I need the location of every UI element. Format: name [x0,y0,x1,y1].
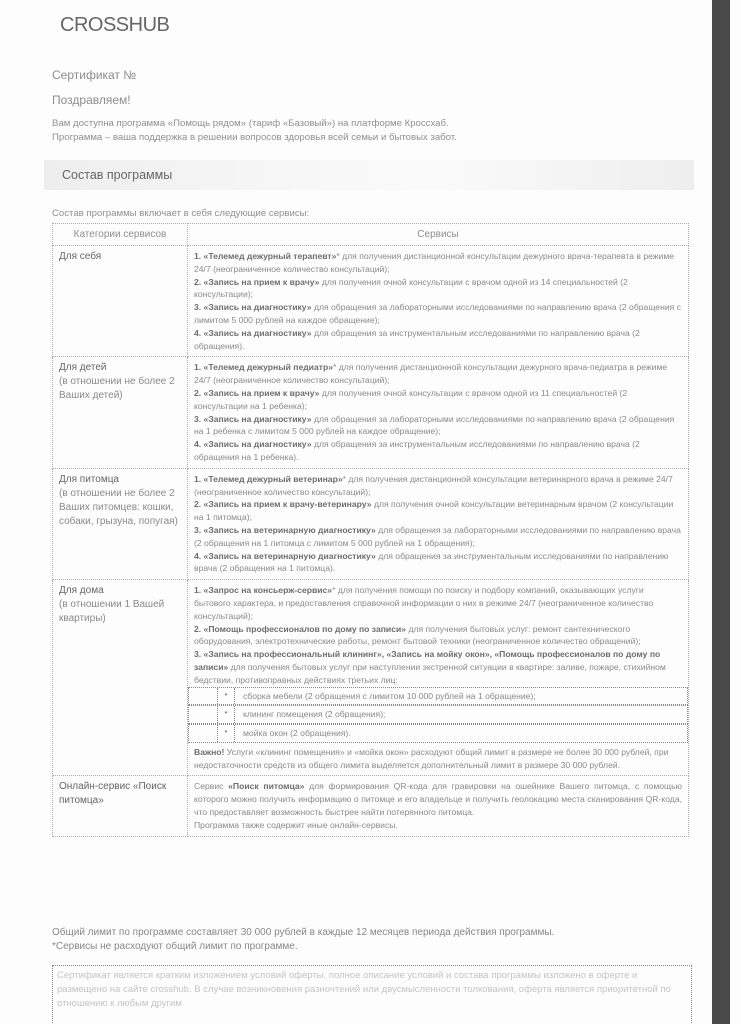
bullet-text: мойка окон (2 обращения). [243,728,351,739]
service-item [194,498,682,524]
services-table [52,223,689,837]
service-item [194,623,682,649]
intro-line: Вам доступна программа «Помощь рядом» (тариф «Базовый») на платформе Кроссхаб. [52,118,449,129]
greeting: Поздравляем! [52,93,131,107]
service-item [194,250,682,276]
service-name: 2. «Запись на прием к врачу-ветеринару» [194,499,372,510]
bullet-icon: • [217,725,235,742]
services-cell [188,246,689,357]
bullet-icon: • [217,706,235,723]
crosshub-logo: CROSSHUB [60,14,170,36]
service-desc: для получения бытовых услуг: ремонт сантехнического оборудования, электротехнические работы, ремонт бытовой техники (неограниченное количество обращений); [194,623,641,647]
service-desc: для получения бытовых услуг при наступлении экстренной ситуации в квартире: заливе, пожаре, стихийном бедствии, противоправных действиях третьих лиц: [194,661,666,685]
service-name: 3. «Запись на ветеринарную диагностику» [194,524,376,535]
service-name: 2. «Запись на прием к врачу» [194,387,320,398]
service-desc: для обращения за лабораторными исследованиями по направлению врача (2 обращения на 1 ребенка с лимитом 5 000 рублей на каждое обращение); [194,413,675,437]
table-row [53,468,689,579]
service-item [194,276,682,302]
note-label: Важно! [194,746,225,757]
service-name: 4. «Запись на диагностику» [194,327,312,338]
service-item [194,413,682,439]
service-desc: * для получения помощи по поиску и подбору компаний, оказывающих услуги бытового характера, и предоставления справочной информации о них в режиме 24/7 (неограниченное количество консультаций); [194,585,654,621]
service-item [194,648,682,686]
bullet-row [188,724,688,743]
service-desc: для получения очной консультации ветеринарным врачом (2 консультации на 1 питомца); [194,499,674,523]
intro-line: Программа – ваша поддержка в решении вопросов здоровья всей семьи и бытовых забот. [52,132,457,143]
extra-note: Программа также содержит иные онлайн-сервисы. [194,819,398,830]
service-prefix: Сервис [194,781,229,792]
service-desc: для обращения за инструментальным исследованиями по направлению врача (2 обращения на 1 ребенка). [194,439,640,462]
service-name: «Поиск питомца» [228,781,305,792]
header-categories: Категории сервисов [53,224,188,246]
services-cell [188,580,689,776]
service-item [194,780,682,818]
lead-text: Состав программы включает в себя следующие сервисы: [52,208,310,219]
bullet-text: клининг помещения (2 обращения); [243,709,386,720]
service-desc: * для получения дистанционной консультации ветеринарного врача в режиме 24/7 (неограниченное количество консультаций); [194,473,673,497]
category-note: (в отношении не более 2 Ваших детей) [59,376,175,402]
service-name: 4. «Запись на диагностику» [194,439,312,450]
bullet-text: сборка мебели (2 обращения с лимитом 10 000 рублей на 1 обращение); [243,690,536,701]
service-desc: для формирования QR-кода для гравировки на ошейнике Вашего питомца, с помощью которого можно получить информацию о питомце и его владельце и получить геолокацию места сканирования QR-кода, что предоставляет возможность быстрее найти потерянного питомца. [194,781,683,818]
table-row [53,580,689,776]
service-desc: для обращения за лабораторными исследованиями по направлению врача (2 обращения на 1 питомца с лимитом 5 000 рублей на 1 обращения); [194,524,681,548]
service-name: 4. «Запись на ветеринарную диагностику» [194,550,376,561]
service-item [194,584,682,622]
service-name: 2. «Помощь профессионалов по дому по записи» [194,623,407,634]
section-title: Состав программы [62,168,173,182]
disclaimer-box: Сертификат является кратким изложением условий оферты, полное описание условий и состава программы изложено в оферте и размещено на сайте crosshub. В случае возникновения разночтений или двусмысленности толкования, оферта является приоритетной по отношению к любым другим [52,965,692,1024]
service-item [194,327,682,353]
services-cell [188,776,689,836]
important-note [194,743,682,772]
scan-edge-bar [712,0,730,1024]
service-name: 1. «Запрос на консьерж-сервис» [194,585,333,596]
category-note: (в отношении не более 2 Ваших питомцев: кошки, собаки, грызуна, попугая) [59,487,178,527]
service-item [194,524,682,550]
note-text: Услуги «клининг помещения» и «мойка окон» расходуют общий лимит в размере не более 30 000 рублей, при недостаточности средств из общего лимита выделяется дополнительный лимит в размере 30 000 рублей. [194,746,669,770]
service-name: 2. «Запись на прием к врачу» [194,276,320,287]
header-services: Сервисы [188,224,689,246]
category-name: Для себя [59,251,102,262]
services-cell [188,357,689,468]
service-desc: для обращения за инструментальным исследованиями по направлению врача (2 обращения на 1 питомца). [194,550,669,574]
service-item [194,550,682,576]
service-name: 1. «Телемед дежурный ветеринар» [194,473,343,484]
section-header [44,160,694,190]
category-cell [53,580,188,776]
category-note: (в отношении 1 Вашей квартиры) [59,599,165,625]
service-item [194,301,682,327]
service-name: 3. «Запись на профессиональный клининг», «Запись на мойку окон», «Помощь профессионалов по дому по записи» [194,649,661,672]
general-limit: Общий лимит по программе составляет 30 000 рублей в каждые 12 месяцев периода действия программы. [52,927,555,938]
service-desc: для обращения за лабораторными исследованиями по направлению врача (2 обращения с лимитом 5 000 рублей на каждое обращение); [194,302,681,325]
intro-text [52,117,457,145]
bullet-row [188,705,688,724]
service-desc: для получения очной консультации с врачом одной из 11 специальностей (2 консультации на 1 ребенка); [194,387,628,411]
bullet-icon: • [217,688,235,705]
category-name: Онлайн-сервис «Поиск питомца» [59,781,167,807]
service-item [194,387,682,413]
table-row [53,246,689,357]
asterisk-note: *Сервисы не расходуют общий лимит по программе. [52,941,298,952]
service-item [194,361,682,387]
table-row [53,357,689,468]
category-name: Для детей [59,362,107,374]
category-cell [53,776,188,836]
certificate-number-label: Сертификат № [52,68,137,82]
service-desc: * для получения дистанционной консультации дежурного врача-педиатра в режиме 24/7 (неограниченное количество консультаций); [194,362,668,386]
footer-notes [52,926,554,954]
category-cell [53,357,188,468]
category-name: Для питомца [59,473,119,485]
service-desc: для обращения за инструментальным исследованиями по направлению врача (2 обращения). [194,327,640,351]
category-cell [53,468,188,579]
table-row [53,776,689,836]
service-name: 3. «Запись на диагностику» [194,302,312,313]
service-desc: * для получения дистанционной консультации дежурного врача-терапевта в режиме 24/7 (неограниченное количество консультаций); [194,251,675,274]
service-name: 3. «Запись на диагностику» [194,413,312,424]
service-item [194,438,682,464]
service-desc: для получения очной консультации с врачом одной из 14 специальностей (2 консультации); [194,276,628,300]
table-header [53,224,689,246]
category-name: Для дома [59,585,104,597]
service-name: 1. «Телемед дежурный педиатр» [194,362,333,373]
category-cell [53,246,188,357]
bullet-row [188,687,688,706]
service-name: 1. «Телемед дежурный терапевт» [194,251,337,261]
service-item [194,473,682,499]
services-cell [188,468,689,579]
